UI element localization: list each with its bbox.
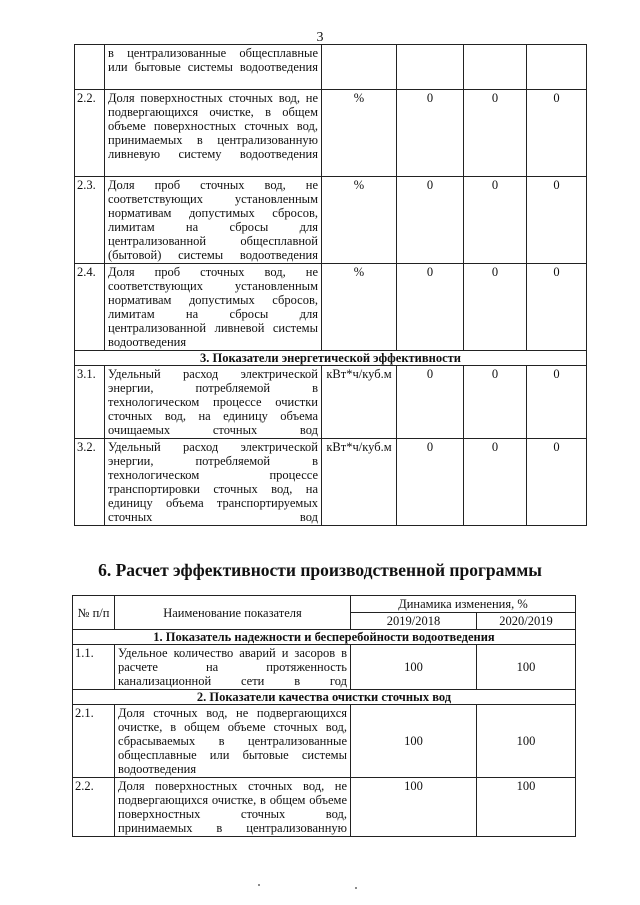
row-number: 3.2. (75, 439, 105, 526)
row-indicator-name: Доля проб сточных вод, не соответствующих установленным нормативам допустимых сбросов, лимитам на сбросы для централизованной ливневой системы водоотведения (105, 264, 322, 351)
row-indicator-name: в централизованные общесплавные или бытовые системы водоотведения (105, 45, 322, 90)
row-value-2020: 100 (477, 778, 576, 837)
row-value-2: 0 (464, 439, 527, 526)
section-title: 1. Показатель надежности и бесперебойности водоотведения (73, 630, 576, 645)
row-unit: % (322, 264, 397, 351)
row-value-2: 0 (464, 90, 527, 177)
row-value-3: 0 (527, 439, 587, 526)
row-indicator-name: Удельный расход электрической энергии, потребляемой в технологическом процессе транспортировки сточных вод, на единицу объема транспортируемых сточных вод (105, 439, 322, 526)
row-value-2019: 100 (351, 705, 477, 778)
section-row (75, 351, 587, 366)
row-indicator-name: Удельный расход электрической энергии, потребляемой в технологическом процессе очистки сточных вод, на единицу объема очищаемых сточных вод (105, 366, 322, 439)
row-value-1: 0 (397, 439, 464, 526)
row-value-1: 0 (397, 366, 464, 439)
row-value-1 (397, 45, 464, 90)
table-row (73, 645, 576, 690)
row-number: 1.1. (73, 645, 115, 690)
row-unit (322, 45, 397, 90)
row-value-2: 0 (464, 177, 527, 264)
row-value-2019: 100 (351, 645, 477, 690)
table-row (75, 439, 587, 526)
section-title: 2. Показатели качества очистки сточных вод (73, 690, 576, 705)
row-value-2: 0 (464, 366, 527, 439)
row-number: 2.3. (75, 177, 105, 264)
row-value-2019: 100 (351, 778, 477, 837)
row-value-3 (527, 45, 587, 90)
page-number: 3 (316, 30, 324, 45)
section-title: 3. Показатели энергетической эффективности (75, 351, 587, 366)
header-row (73, 596, 576, 613)
row-value-3: 0 (527, 264, 587, 351)
section-row (73, 630, 576, 645)
row-number: 2.2. (73, 778, 115, 837)
indicators-table-continued (74, 44, 587, 526)
section-heading: 6. Расчет эффективности производственной программы (98, 560, 542, 580)
row-value-2020: 100 (477, 645, 576, 690)
table-row (75, 45, 587, 90)
table-row (73, 705, 576, 778)
row-value-3: 0 (527, 366, 587, 439)
row-value-2020: 100 (477, 705, 576, 778)
row-unit: % (322, 177, 397, 264)
table-row (75, 90, 587, 177)
row-value-3: 0 (527, 177, 587, 264)
row-number: 2.2. (75, 90, 105, 177)
scan-speck (258, 884, 260, 886)
row-value-3: 0 (527, 90, 587, 177)
section-row (73, 690, 576, 705)
row-unit: кВт*ч/куб.м (322, 439, 397, 526)
table-row (75, 177, 587, 264)
row-value-2 (464, 45, 527, 90)
row-indicator-name: Доля проб сточных вод, не соответствующих установленным нормативам допустимых сбросов, лимитам на сбросы для централизованной общесплавной (бытовой) системы водоотведения (105, 177, 322, 264)
header-num: № п/п (73, 596, 115, 630)
header-col-2019: 2019/2018 (351, 613, 477, 630)
row-indicator-name: Удельное количество аварий и засоров в расчете на протяженность канализационной сети в год (115, 645, 351, 690)
table-row (75, 264, 587, 351)
row-number: 2.4. (75, 264, 105, 351)
scan-speck (355, 887, 357, 889)
row-value-1: 0 (397, 264, 464, 351)
table-row (75, 366, 587, 439)
row-number (75, 45, 105, 90)
header-col-2020: 2020/2019 (477, 613, 576, 630)
row-unit: кВт*ч/куб.м (322, 366, 397, 439)
table-row (73, 778, 576, 837)
row-value-1: 0 (397, 177, 464, 264)
row-value-2: 0 (464, 264, 527, 351)
header-name: Наименование показателя (115, 596, 351, 630)
row-number: 3.1. (75, 366, 105, 439)
row-value-1: 0 (397, 90, 464, 177)
row-number: 2.1. (73, 705, 115, 778)
row-indicator-name: Доля сточных вод, не подвергающихся очистке, в общем объеме сточных вод, сбрасываемых в централизованные общесплавные или бытовые системы водоотведения (115, 705, 351, 778)
efficiency-table (72, 595, 576, 837)
row-indicator-name: Доля поверхностных сточных вод, не подвергающихся очистке, в общем объеме поверхностных сточных вод, принимаемых в централизованную ливневую систему водоотведения (105, 90, 322, 177)
row-unit: % (322, 90, 397, 177)
row-indicator-name: Доля поверхностных сточных вод, не подвергающихся очистке, в общем объеме поверхностных сточных вод, принимаемых в централизованную (115, 778, 351, 837)
header-dynamics: Динамика изменения, % (351, 596, 576, 613)
